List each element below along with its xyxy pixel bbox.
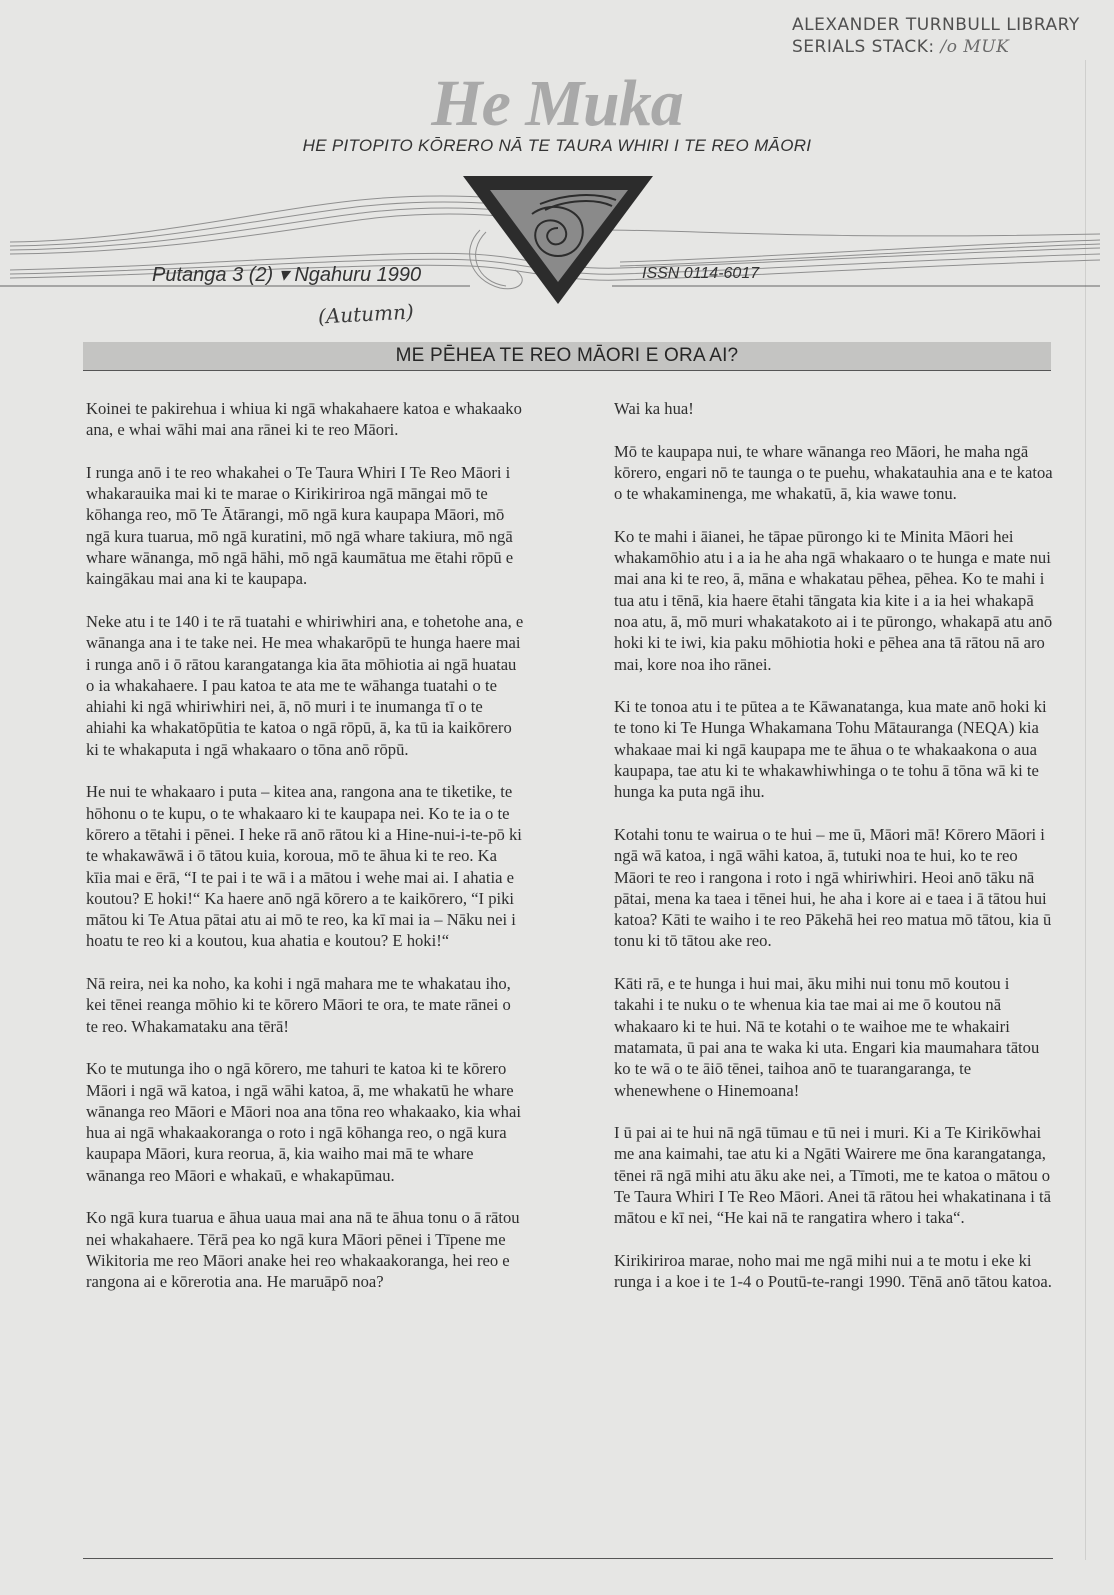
paragraph: Ko te mahi i āianei, he tāpae pūrongo ki te Minita Māori hei whakamōhio atu i a ia he aha ngā whakaaro o te hunga e mate nui mai ana ki te reo, ā, māna e whakatau pēhea, pēhea. Ko te mahi i tua atu i tēnā, kia haere ētahi tāngata kia kite i a ia hei whakapā noa atu, ā, mō muri whakatakoto ai i te pūrongo, whakapā atu anō hoki ki te iwi, kia paku mōhiotia hoki e pēhea ana tā rātou nā aro mai, kore noa iho rānei. (614, 526, 1053, 674)
paragraph: Wai ka hua! (614, 399, 694, 418)
paragraph: Ki te tonoa atu i te pūtea a te Kāwanatanga, kua mate anō hoki ki te tono ki Te Hunga Whakamana Tohu Mātauranga (NEQA) kia whakaae mai ki ngā kaupapa me te āhua o te whakaakona o aua kaupapa, tae atu ki te whakawhiwhinga o te tohu ā tōna wā ki te hunga ka puta ngā ihu. (614, 697, 1047, 802)
newsletter-subtitle: HE PITOPITO KŌRERO NĀ TE TAURA WHIRI I TE REO MĀORI (302, 136, 812, 155)
bottom-rule (83, 1558, 1053, 1559)
masthead-banner-graphic (0, 170, 1114, 310)
paragraph: Ko ngā kura tuarua e āhua uaua mai ana nā te āhua tonu o ā rātou nei whakahaere. Tērā pea ko ngā kura Māori pēnei i Tīpene me Wikitoria me reo Māori anake hei reo whakaakoranga, hei reo e rangona ai e kōrerotia ana. He maruāpō noa? (86, 1208, 520, 1292)
paragraph: Mō te kaupapa nui, te whare wānanga reo Māori, he maha ngā kōrero, engari nō te taunga o te puehu, whakatauhia ana e te katoa o te whakaminenga, me whakatū, ā, kia wawe tonu. (614, 441, 1053, 504)
paragraph: Kirikiriroa marae, noho mai me ngā mihi nui a te motu i eke ki runga i a koe i te 1-4 o Poutū-te-rangi 1990. Tēnā anō tātou katoa. (614, 1250, 1052, 1292)
library-stamp (792, 14, 1102, 58)
paragraph: I runga anō i te reo whakahei o Te Taura Whiri I Te Reo Māori i whakarauika mai ki te marae o Kirikiriroa ngā māngai mō te kōhanga reo, mō Te Ātārangi, mō ngā kura kaupapa Māori, mō ngā kura tuarua, mō ngā kuratini, mō ngā whare takiura, mō ngā whare wānanga, mō ngā hāhi, mō ngā kaumātua me ētahi rōpū e kaingākau mai ana ki te kaupapa. (86, 462, 514, 589)
paragraph: Koinei te pakirehua i whiua ki ngā whakahaere katoa e whakaako ana, e whai wāhi mai ana rānei ki te reo Māori. (86, 399, 522, 440)
stamp-handwritten-call-number: /o MUK (940, 37, 1010, 57)
issn-number: ISSN 0114-6017 (642, 265, 760, 282)
article-column-right (614, 398, 1054, 1314)
paragraph: Neke atu i te 140 i te rā tuatahi e whiriwhiri ana, e tohetohe ana, e wānanga ana i te take nei. He mea whakarōpū te hunga haere mai i runga anō i ō rātou karangatanga kia āta mōhiotia ai ngā huatau o ia whakahaere. I pau katoa te ata me te wāhanga tuatahi o te ahiahi ki ngā whiriwhiri nei, ā, nō muri i te inumanga tī o te ahiahi ka whakatōpūtia te katoa o ngā rōpū, ā, ka tū ia kaikōrero ki te whakaputa i ngā whakaaro o tōna anō rōpū. (86, 611, 524, 759)
paragraph: I ū pai ai te hui nā ngā tūmau e tū nei i muri. Ki a Te Kirikōwhai me ana kaimahi, tae atu ki a Ngāti Wairere me ōna karangatanga, tēnei rā ngā mihi atu āku ake nei, a Tīmoti, me te katoa o mātou o Te Taura Whiri I Te Reo Māori. Anei tā rātou hei whakatinana i tā mātou e kī nei, “He kai nā te rangatira whero i taka“. (614, 1123, 1052, 1228)
article-column-left (86, 398, 526, 1314)
stamp-serials-label: SERIALS STACK: (792, 37, 935, 57)
paragraph: Kotahi tonu te wairua o te hui – me ū, Māori mā! Kōrero Māori i ngā wā katoa, i ngā wāhi katoa, ā, tutuki noa te hui, ko te reo Māori te reo i rangona i roto i ngā whiriwhiri. Heoi anō tāku nā pātai, mena ka taea i tēnei hui, he aha i kore ai e taea i ā tātou hui katoa? Kāti te waiho i te reo Pākehā hei reo matua mō tātou, kia ū tonu ki tō tātou ake reo. (614, 824, 1052, 951)
paragraph: Kāti rā, e te hunga i hui mai, āku mihi nui tonu mō koutou i takahi i te nuku o te whenua kia tae mai ai me ō koutou nā whakaaro ki te hui. Nā te kotahi o te waihoe me te whakairi matamata, ū pai ana te waka ki uta. Engari kia maumahara tātou ko te wā o te āiō tēnei, taihoa anō te tuarangaranga, te whenewhene o Hinemoana! (614, 974, 1040, 1100)
article-headline: ME PĒHEA TE REO MĀORI E ORA AI? (395, 345, 739, 366)
newsletter-title: He Muka (431, 67, 683, 140)
paragraph: He nui te whakaaro i puta – kitea ana, rangona ana te tiketike, te hōhonu o te kupu, o te whakaaro ki te kaupapa nei. Ko te ia o te kōrero a tētahi i pēnei. I heke rā anō rātou ki a Hine-nui-i-te-pō ki te whakawāwā i ō tātou kuia, koroua, mō te āhua ki te reo. Ka kīia mai e ērā, “I te pai i te wā i a mātou i wehe mai ai. I ahatia e koutou? E hoki!“ Ka haere anō ngā kōrero a te kaikōrero, “I piki mātou ki Te Atua pātai atu ai mō te reo, ka kī mai ia – Nāku nei i hoatu te reo ki a koutou, kua ahatia e koutou? E hoki!“ (86, 782, 522, 951)
issue-info: Putanga 3 (2) ▾ Ngahuru 1990 (152, 264, 422, 286)
paragraph: Nā reira, nei ka noho, ka kohi i ngā mahara me te whakatau iho, kei tēnei reanga mōhio ki te kōrero Māori te ora, te mate rānei o te reo. Whakamataku ana tērā! (86, 974, 511, 1036)
stamp-library-name: ALEXANDER TURNBULL LIBRARY (792, 15, 1080, 35)
paragraph: Ko te mutunga iho o ngā kōrero, me tahuri te katoa ki te kōrero Māori i ngā wā katoa, i ngā wāhi katoa, ā, me whakatū he whare wānanga reo Māori e Māori noa ana tōna reo whakaako, kia whai hua ai ngā whakaakoranga o roto i ngā kōhanga reo, o ngā kura kaupapa Māori, kura reorua, ā, kia waiho mai mā te whare wānanga reo Māori e whakaū, e whakapūmau. (86, 1059, 521, 1185)
handwritten-season-note: (Autumn) (317, 299, 415, 329)
stamp-serials-line (792, 36, 1102, 58)
